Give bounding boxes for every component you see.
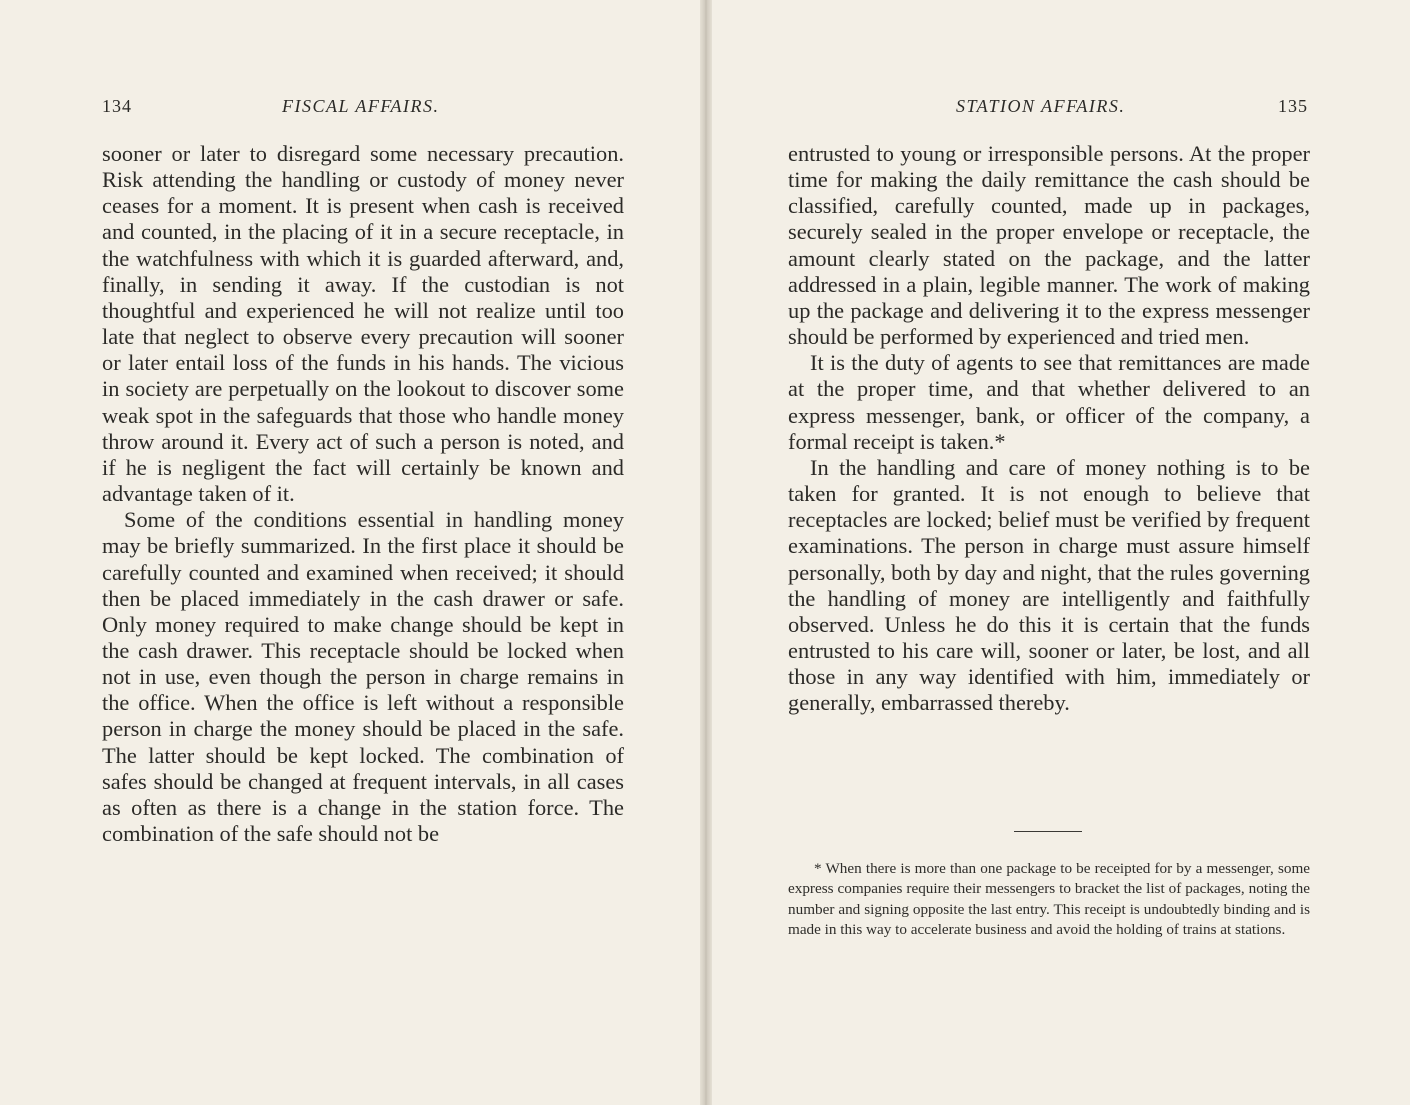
book-gutter xyxy=(700,0,712,1105)
paragraph: entrusted to young or irresponsible persons. At the proper time for making the daily remittance the cash should be classified, carefully counted, made up in packages, securely sealed in the proper envelope or receptacle, the amount clearly stated on the package, and the latter addressed in a plain, legible manner. The work of making up the package and delivering it to the express messenger should be performed by experienced and tried men. xyxy=(788,141,1310,350)
running-title-left: FISCAL AFFAIRS. xyxy=(282,96,440,116)
left-page xyxy=(0,0,704,1105)
paragraph: It is the duty of agents to see that remittances are made at the proper time, and that whether delivered to an express messenger, bank, or officer of the company, a formal receipt is taken.* xyxy=(788,350,1310,454)
paragraph: sooner or later to disregard some necessary precaution. Risk attending the handling or custody of money never ceases for a moment. It is present when cash is received and counted, in the placing of it in a secure receptacle, in the watchfulness with which it is guarded afterward, and, finally, in sending it away. If the custodian is not thoughtful and experienced he will not realize until too late that neglect to observe every precaution will sooner or later entail loss of the funds in his hands. The vicious in society are perpetually on the lookout to discover some weak spot in the safeguards that those who handle money throw around it. Every act of such a person is noted, and if he is negligent the fact will certainly be known and advantage taken of it. xyxy=(102,141,624,507)
footnote: * When there is more than one package to be receipted for by a messenger, some express companies require their messengers to bracket the list of packages, noting the number and signing opposite the last entry. This receipt is undoubtedly binding and is made in this way to accelerate business and avoid the holding of trains at stations. xyxy=(788,860,1310,938)
page-number-right: 135 xyxy=(1278,96,1308,116)
right-running-head xyxy=(788,96,1308,126)
right-body-text xyxy=(788,141,1310,716)
paragraph: Some of the conditions essential in handling money may be briefly summarized. In the first place it should be carefully counted and examined when received; it should then be placed immediately in the cash drawer or safe. Only money required to make change should be kept in the cash drawer. This receptacle should be locked when not in use, even though the person in charge remains in the office. When the office is left without a responsible person in charge the money should be placed in the safe. The latter should be kept locked. The combination of safes should be changed at frequent intervals, in all cases as often as there is a change in the station force. The combination of the safe should not be xyxy=(102,507,624,847)
page-number-left: 134 xyxy=(102,96,132,116)
paragraph: In the handling and care of money nothing is to be taken for granted. It is not enough to believe that receptacles are locked; belief must be verified by frequent examinations. The person in charge must assure himself personally, both by day and night, that the rules governing the handling of money are intelligently and faithfully observed. Unless he do this it is certain that the funds entrusted to his care will, sooner or later, be lost, and all those in any way identified with him, immediately or generally, embarrassed thereby. xyxy=(788,454,1310,716)
left-running-head xyxy=(102,96,622,126)
left-body-text xyxy=(102,141,624,847)
running-title-right: STATION AFFAIRS. xyxy=(956,96,1126,116)
footnote-divider xyxy=(1014,831,1082,832)
right-page xyxy=(706,0,1410,1105)
